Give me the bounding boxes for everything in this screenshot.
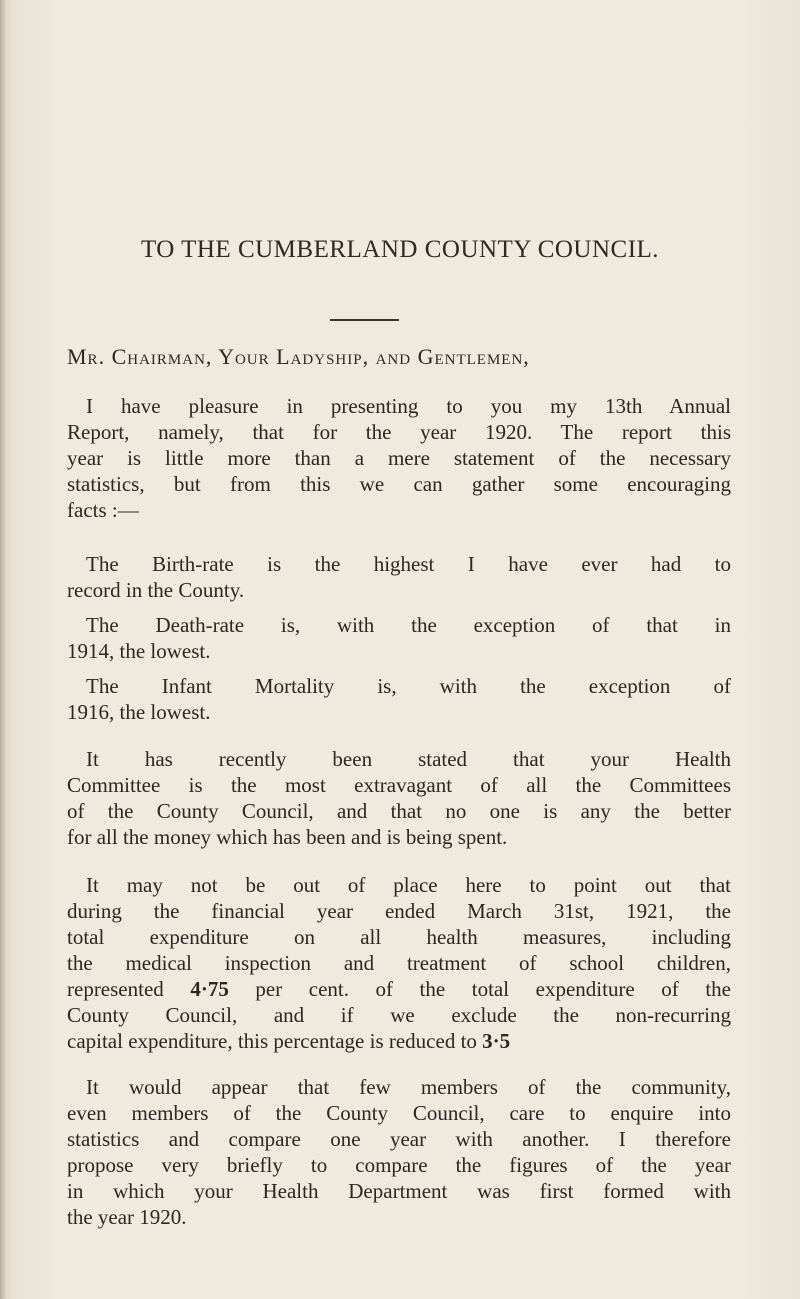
text-line: I have pleasure in presenting to you my 13th Annual [86, 394, 731, 418]
text-line: the medical inspection and treatment of school children, [67, 951, 731, 975]
paragraph-intro [67, 393, 731, 523]
paragraph-birth-rate [67, 551, 731, 603]
percentage-figure: 3·5 [482, 1029, 511, 1053]
title-divider [330, 319, 399, 321]
text-line: 1914, the lowest. [67, 639, 211, 663]
text-line: even members of the County Council, care to enquire into [67, 1101, 731, 1125]
paragraph-expenditure [67, 872, 731, 1054]
text-line: year is little more than a mere statement of the necessary [67, 446, 731, 470]
text-line: facts :— [67, 498, 139, 522]
text-line: It may not be out of place here to point out that [86, 873, 731, 897]
binding-shadow [0, 0, 6, 1299]
text-line: County Council, and if we exclude the non-recurring [67, 1003, 731, 1027]
paragraph-infant-mortality [67, 673, 731, 725]
text-line: statistics, but from this we can gather some encouraging [67, 472, 731, 496]
text-line: of the County Council, and that no one is any the better [67, 799, 731, 823]
paragraph-death-rate [67, 612, 731, 664]
percentage-figure: 4·75 [190, 977, 229, 1001]
text-line: The Birth-rate is the highest I have ever had to [86, 552, 731, 576]
text-line: for all the money which has been and is being spent. [67, 825, 508, 849]
text-line: It has recently been stated that your Health [86, 747, 731, 771]
text-line: Report, namely, that for the year 1920. The report this [67, 420, 731, 444]
text-line: the year 1920. [67, 1205, 187, 1229]
text-line: in which your Health Department was first formed with [67, 1179, 731, 1203]
text-line: record in the County. [67, 578, 245, 602]
text-fragment: per cent. of the total expenditure of the [255, 977, 731, 1001]
text-line-with-figure [67, 1028, 731, 1054]
paragraph-health-committee [67, 746, 731, 850]
text-line: during the financial year ended March 31st, 1921, the [67, 899, 731, 923]
paragraph-statistics-comparison [67, 1074, 731, 1230]
text-fragment: capital expenditure, this percentage is reduced to [67, 1029, 477, 1053]
text-line-with-figure [67, 976, 731, 1002]
text-fragment: represented [67, 977, 164, 1001]
text-line: total expenditure on all health measures, including [67, 925, 731, 949]
salutation: Mr. Chairman, Your Ladyship, and Gentlemen, [67, 344, 530, 369]
text-line: The Death-rate is, with the exception of that in [86, 613, 731, 637]
document-title: TO THE CUMBERLAND COUNTY COUNCIL. [140, 236, 660, 263]
text-line: It would appear that few members of the community, [86, 1075, 731, 1099]
text-line: propose very briefly to compare the figures of the year [67, 1153, 731, 1177]
text-line: The Infant Mortality is, with the exception of [86, 674, 731, 698]
text-line: statistics and compare one year with another. I therefore [67, 1127, 731, 1151]
text-line: Committee is the most extravagant of all the Committees [67, 773, 731, 797]
text-line: 1916, the lowest. [67, 700, 211, 724]
